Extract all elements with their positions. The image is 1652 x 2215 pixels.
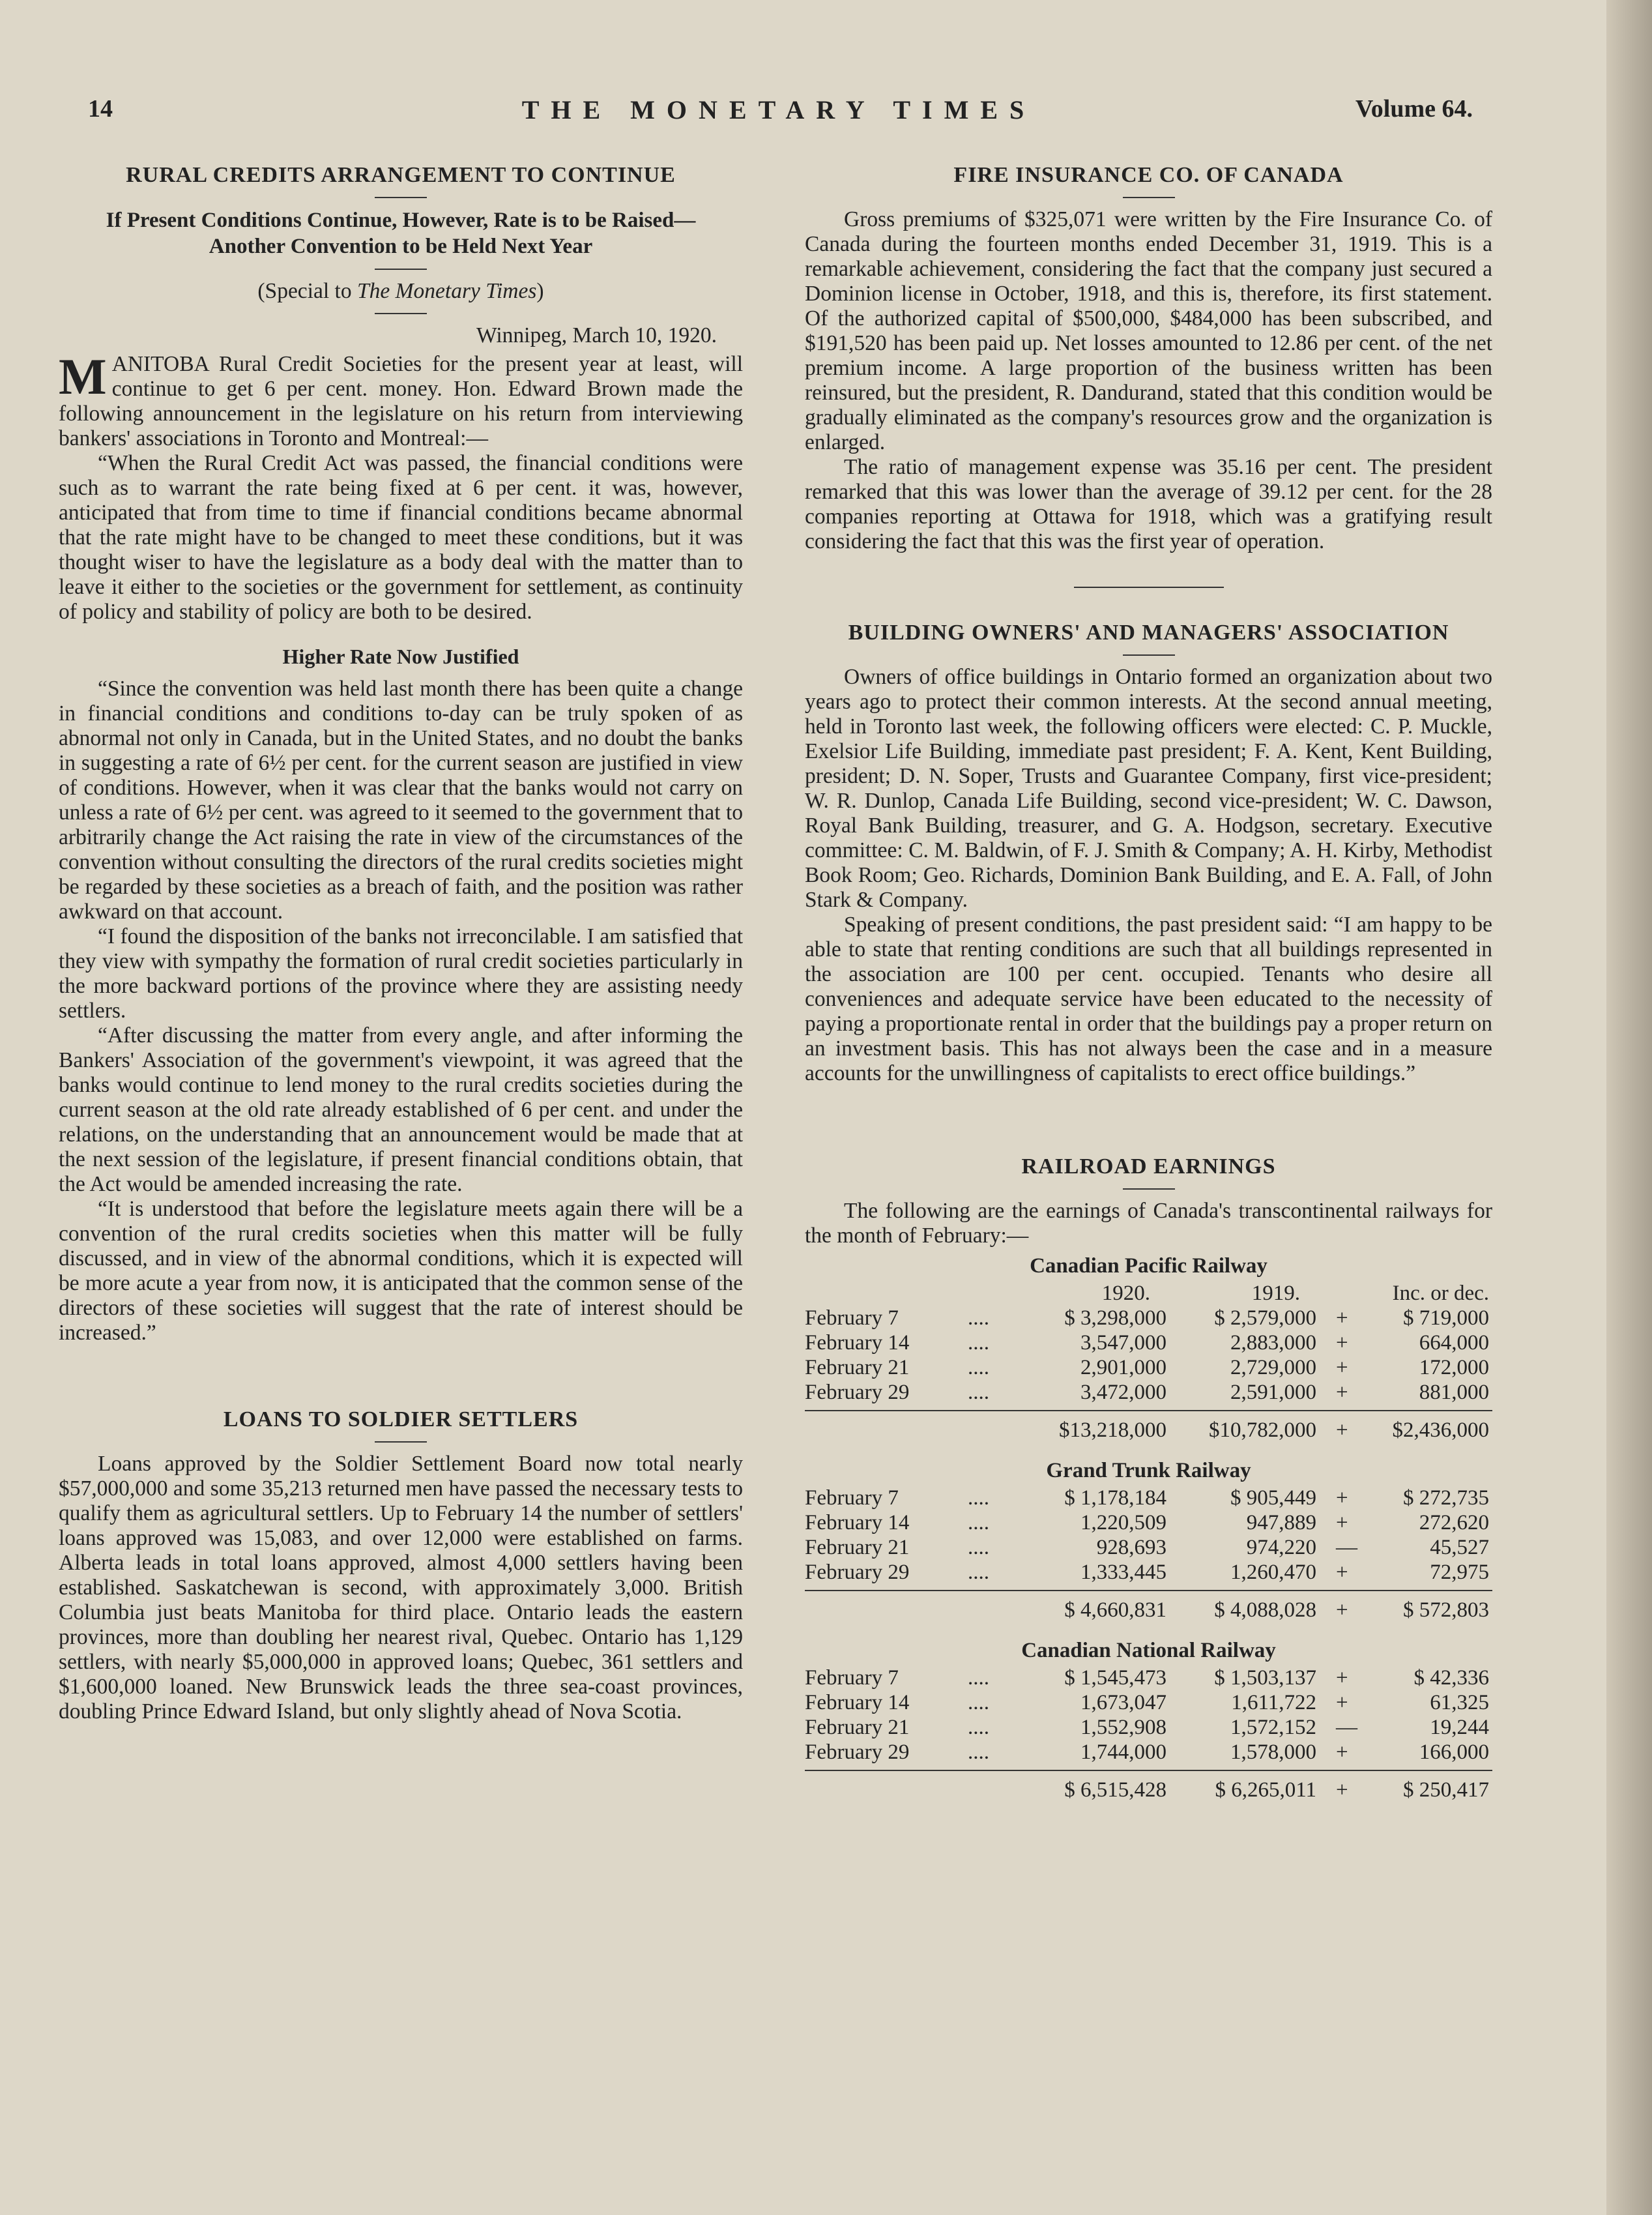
left-column [59, 163, 743, 1724]
section-divider [1074, 587, 1224, 588]
building-owners-heading: BUILDING OWNERS' AND MANAGERS' ASSOCIATION [848, 621, 1449, 645]
row-leader: .... [968, 1740, 989, 1764]
change-value: 664,000 [1419, 1331, 1489, 1355]
row-month: February 7 [805, 1306, 899, 1330]
change-sign: + [1336, 1486, 1348, 1510]
row-leader: .... [968, 1306, 989, 1330]
value-1919: 1,260,470 [1230, 1561, 1316, 1584]
fire-paragraph-1: Gross premiums of $325,071 were written by the Fire Insurance Co. of Canada during the fourteen months ended December 31, 1919. This is a remarkable achievement, considering the fact that the company just secured a Dominion license in October, 1918, and this is, therefore, its first statement. Of the authorized capital of $500,000, $484,000 has been subscribed, and $191,520 has been paid up. Net losses amounted to 12.86 per cent. of the net premium income. A large proportion of the business written has been reinsured, but the president, R. Dandurand, stated that this condition would be gradually eliminated as the company's resources grow and the organization is enlarged. [805, 207, 1492, 454]
total-sign: + [1336, 1418, 1348, 1442]
table-row [805, 1740, 1492, 1765]
total-1920: $ 4,660,831 [1064, 1598, 1167, 1622]
railroad-earnings-table [805, 1254, 1492, 1815]
total-1919: $10,782,000 [1209, 1418, 1316, 1442]
table-row [805, 1306, 1492, 1330]
change-sign: + [1336, 1740, 1348, 1764]
row-leader: .... [968, 1381, 989, 1404]
table-row [805, 1380, 1492, 1405]
total-sign: + [1336, 1598, 1348, 1622]
building-paragraph-1: Owners of office buildings in Ontario formed an organization about two years ago to protect their common interests. At the second annual meeting, held in Toronto last week, the following officers were elected: C. P. Muckle, Exelsior Life Building, immediate past president; F. A. Kent, Kent Building, president; D. N. Soper, Trusts and Guarantee Company, first vice-president; W. R. Dunlop, Canada Life Building, second vice-president; W. C. Dawson, Royal Bank Building, treasurer, and G. A. Hodgson, secretary. Executive committee: C. M. Baldwin, of F. J. Smith & Company; A. H. Kirby, Methodist Book Room; Geo. Richards, Dominion Bank Building, and E. A. Fall, of John Stark & Company. [805, 665, 1492, 912]
change-value: 166,000 [1419, 1740, 1489, 1764]
value-1920: 1,673,047 [1080, 1691, 1167, 1714]
row-month: February 21 [805, 1356, 910, 1379]
railway-name: Canadian Pacific Railway [1030, 1254, 1268, 1278]
value-1920: 1,220,509 [1080, 1511, 1167, 1534]
row-leader: .... [968, 1691, 989, 1714]
total-1919: $ 4,088,028 [1214, 1598, 1316, 1622]
table-row [805, 1355, 1492, 1380]
rural-paragraph-2: “When the Rural Credit Act was passed, the financial conditions were such as to warrant the rate being fixed at 6 per cent. it was, however, anticipated that from time to time if financial conditions became abnormal that the rate might have to be changed to meet these conditions, but it was thought wiser to have the legislature as a body deal with the matter than to leave it either to the societies or the government for settlement, as continuity of policy and stability of policy are both to be desired. [59, 451, 743, 624]
change-value: 272,620 [1419, 1511, 1489, 1534]
value-1919: $ 905,449 [1230, 1486, 1316, 1510]
value-1919: 2,883,000 [1230, 1331, 1316, 1355]
special-suffix: ) [536, 279, 544, 303]
value-1919: 1,578,000 [1230, 1740, 1316, 1764]
value-1919: 2,729,000 [1230, 1356, 1316, 1379]
value-1920: $ 1,178,184 [1064, 1486, 1167, 1510]
row-month: February 14 [805, 1511, 910, 1534]
row-leader: .... [968, 1536, 989, 1559]
change-sign: + [1336, 1331, 1348, 1355]
railroad-intro: The following are the earnings of Canada's transcontinental railways for the month of February:— [805, 1199, 1492, 1248]
change-value: 72,975 [1430, 1561, 1489, 1584]
change-value: 19,244 [1430, 1716, 1489, 1739]
dateline: Winnipeg, March 10, 1920. [476, 323, 717, 347]
spacer [805, 1626, 1492, 1636]
value-1920: $ 3,298,000 [1064, 1306, 1167, 1330]
page-number: 14 [88, 95, 113, 123]
change-sign: — [1336, 1536, 1357, 1559]
year-header-row [805, 1281, 1492, 1306]
rural-paragraph-1-text: ANITOBA Rural Credit Societies for the present year at least, will continue to get 6 per cent. money. Hon. Edward Brown made the following announcement in the legislature on his return from interviewing bankers' associations in Toronto and Montreal:— [59, 352, 743, 450]
change-sign: + [1336, 1306, 1348, 1330]
value-1919: 974,220 [1246, 1536, 1316, 1559]
rural-paragraph-1 [59, 348, 743, 451]
total-sign: + [1336, 1778, 1348, 1802]
change-sign: — [1336, 1716, 1357, 1739]
change-value: $ 272,735 [1403, 1486, 1489, 1510]
table-row [805, 1560, 1492, 1585]
rural-paragraph-3: “Since the convention was held last month there has been quite a change in financial conditions and conditions to-day can be truly spoken of as abnormal not only in Canada, but in the United States, and no doubt the banks in suggesting a rate of 6½ per cent. for the current season are justified in view of conditions. However, when it was clear that the banks would not carry on unless a rate of 6½ per cent. was agreed to it seemed to the government that to arbitrarily change the Act raising the rate in view of the circumstances of the convention without consulting the directors of the rural credits societies might be regarded by these societies as a breach of faith, and the position was rather awkward on that account. [59, 677, 743, 924]
value-1920: 1,744,000 [1080, 1740, 1167, 1764]
special-credit [59, 279, 743, 304]
value-1920: $ 1,545,473 [1064, 1666, 1167, 1690]
railway-name: Canadian National Railway [1021, 1639, 1276, 1662]
value-1920: 1,552,908 [1080, 1716, 1167, 1739]
value-1920: 2,901,000 [1080, 1356, 1167, 1379]
divider [375, 269, 427, 270]
divider [1123, 654, 1175, 656]
row-month: February 29 [805, 1561, 910, 1584]
change-sign: + [1336, 1561, 1348, 1584]
row-month: February 7 [805, 1486, 899, 1510]
rural-paragraph-6: “It is understood that before the legislature meets again there will be a convention of the rural credits societies when this matter will be fully discussed, and in view of the abnormal conditions, which it is expected will be more acute a year from now, it is anticipated that the common sense of the directors of these societies will suggest that the rate of interest should be increased.” [59, 1197, 743, 1345]
total-row [805, 1590, 1492, 1626]
table-row [805, 1665, 1492, 1690]
building-paragraph-2: Speaking of present conditions, the past president said: “I am happy to be able to state that renting conditions are such that all buildings represented in the association are 100 per cent. occupied. Tenants who desire all conveniences and adequate service have been educated to the necessity of paying a proportionate rental in order that the buildings pay a proper return on an investment basis. This has not always been the case and in a measure accounts for the unwillingness of capitalists to erect office buildings.” [805, 913, 1492, 1085]
value-1920: 1,333,445 [1080, 1561, 1167, 1584]
divider [375, 1441, 427, 1443]
special-prefix: (Special to [257, 279, 357, 303]
change-sign: + [1336, 1666, 1348, 1690]
change-sign: + [1336, 1691, 1348, 1714]
row-leader: .... [968, 1486, 989, 1510]
total-1920: $13,218,000 [1059, 1418, 1167, 1442]
change-sign: + [1336, 1356, 1348, 1379]
total-change: $ 250,417 [1403, 1778, 1489, 1802]
change-sign: + [1336, 1381, 1348, 1404]
row-leader: .... [968, 1666, 989, 1690]
change-value: 61,325 [1430, 1691, 1489, 1714]
row-leader: .... [968, 1716, 989, 1739]
column-1920: 1920. [1101, 1282, 1150, 1305]
railroad-heading: RAILROAD EARNINGS [1021, 1154, 1276, 1179]
table-row [805, 1510, 1492, 1535]
table-row [805, 1330, 1492, 1355]
table-row [805, 1535, 1492, 1560]
change-value: 45,527 [1430, 1536, 1489, 1559]
total-change: $2,436,000 [1392, 1418, 1489, 1442]
value-1919: 947,889 [1246, 1511, 1316, 1534]
total-row [805, 1410, 1492, 1446]
rural-credits-subheading: If Present Conditions Continue, However, Rate is to be Raised—Another Convention to be Held Next Year [106, 209, 696, 258]
row-leader: .... [968, 1511, 989, 1534]
change-value: $ 719,000 [1403, 1306, 1489, 1330]
total-1919: $ 6,265,011 [1215, 1778, 1316, 1802]
value-1919: 2,591,000 [1230, 1381, 1316, 1404]
table-row [805, 1690, 1492, 1715]
change-sign: + [1336, 1511, 1348, 1534]
total-1920: $ 6,515,428 [1064, 1778, 1167, 1802]
higher-rate-subhead: Higher Rate Now Justified [282, 645, 519, 668]
page-edge [1606, 0, 1652, 2215]
right-column [805, 163, 1492, 1815]
value-1920: 3,547,000 [1080, 1331, 1167, 1355]
column-1919: 1919. [1251, 1282, 1300, 1305]
fire-insurance-heading: FIRE INSURANCE CO. OF CANADA [953, 163, 1344, 187]
spacer [805, 1806, 1492, 1815]
row-month: February 21 [805, 1716, 910, 1739]
table-row [805, 1715, 1492, 1740]
change-value: $ 42,336 [1413, 1666, 1489, 1690]
value-1920: 3,472,000 [1080, 1381, 1167, 1404]
row-leader: .... [968, 1561, 989, 1584]
rural-paragraph-4: “I found the disposition of the banks not irreconcilable. I am satisfied that they view with sympathy the formation of rural credit societies particularly in the more backward portions of the province where they are assisting needy settlers. [59, 924, 743, 1023]
divider [1123, 197, 1175, 198]
divider [375, 313, 427, 314]
railway-name: Grand Trunk Railway [1046, 1459, 1251, 1482]
loans-paragraph: Loans approved by the Soldier Settlement Board now total nearly $57,000,000 and some 35,213 returned men have passed the necessary tests to qualify them as agricultural settlers. Up to February 14 the number of settlers' loans approved was 15,083, and over 12,000 were established on farms. Alberta leads in total loans approved, almost 4,000 settlers having been established. Saskatchewan is second, with approximately 3,000. British Columbia just beats Manitoba for third place. Ontario leads the eastern provinces, more than doubling her nearest rival, Quebec. Ontario has 1,129 settlers, with nearly $5,000,000 in approved loans; Quebec, 361 settlers and $1,600,000 loaned. New Brunswick leads the three sea-coast provinces, doubling Prince Edward Island, but only slightly ahead of Nova Scotia. [59, 1452, 743, 1724]
rural-credits-heading: RURAL CREDITS ARRANGEMENT TO CONTINUE [126, 163, 676, 187]
value-1920: 928,693 [1096, 1536, 1167, 1559]
loans-heading: LOANS TO SOLDIER SETTLERS [223, 1407, 579, 1431]
page-header [85, 95, 1473, 134]
total-row [805, 1770, 1492, 1806]
row-month: February 7 [805, 1666, 899, 1690]
row-month: February 21 [805, 1536, 910, 1559]
change-value: 881,000 [1419, 1381, 1489, 1404]
publication-title: THE MONETARY TIMES [521, 95, 1036, 125]
drop-cap: M [59, 348, 107, 405]
row-month: February 14 [805, 1331, 910, 1355]
row-month: February 29 [805, 1381, 910, 1404]
divider [1123, 1188, 1175, 1190]
column-change: Inc. or dec. [1392, 1282, 1489, 1305]
fire-paragraph-2: The ratio of management expense was 35.16 per cent. The president remarked that this was lower than the average of 39.12 per cent. for the 28 companies reporting at Ottawa for 1918, which was a gratifying result considering the fact that this was the first year of operation. [805, 455, 1492, 553]
spacer [805, 1446, 1492, 1456]
value-1919: 1,611,722 [1231, 1691, 1316, 1714]
divider [375, 197, 427, 198]
volume-label: Volume 64. [1355, 95, 1473, 123]
value-1919: 1,572,152 [1230, 1716, 1316, 1739]
change-value: 172,000 [1419, 1356, 1489, 1379]
row-month: February 14 [805, 1691, 910, 1714]
total-change: $ 572,803 [1403, 1598, 1489, 1622]
row-month: February 29 [805, 1740, 910, 1764]
value-1919: $ 2,579,000 [1214, 1306, 1316, 1330]
special-publication: The Monetary Times [356, 279, 537, 303]
rural-paragraph-5: “After discussing the matter from every angle, and after informing the Bankers' Association of the government's viewpoint, it was agreed that the banks would continue to lend money to the rural credits societies during the current season at the old rate already established of 6 per cent. and under the relations, on the understanding that an announcement would be made that at the next session of the legislature, if present financial conditions obtain, that the Act would be amended increasing the rate. [59, 1023, 743, 1196]
value-1919: $ 1,503,137 [1214, 1666, 1316, 1690]
row-leader: .... [968, 1331, 989, 1355]
table-row [805, 1486, 1492, 1510]
row-leader: .... [968, 1356, 989, 1379]
